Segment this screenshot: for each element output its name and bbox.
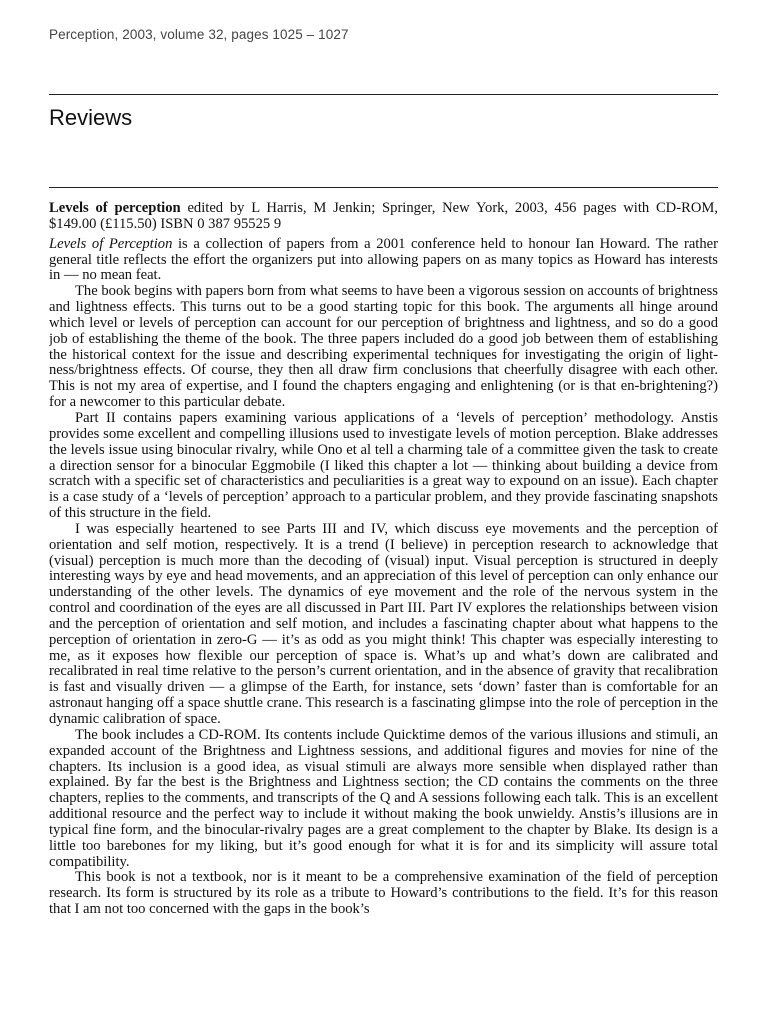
- paragraph-parts-three-four: I was especially heartened to see Parts III and IV, which discuss eye movements and the perception of orientation and self motion, respectively. It is a trend (I believe) in perception research to acknowledge that (visual) perception is much more than the decoding of (visual) input. Visual perception is structured in deeply interesting ways by eye and head movements, and an appreciation of this level of perception can only enhance our understanding of the other levels. The dynamics of eye movement and the role of the nervous system in the control and coordination of the eyes are all discussed in Part III. Part IV explores the relationships between vision and the perception of orientation and self motion, and includes a fascinating chapter about what happens to the perception of orientation in zero-G — it’s as odd as you might think! This chapter was especially interesting to me, as it exposes how flexible our perception of space is. What’s up and what’s down are calibrated and recalibrated in real time relative to the person’s current orientation, and in the absence of gravity that recalibration is fast and visually driven — a glimpse of the Earth, for instance, sets ‘down’ faster than is comfortable for an astronaut hanging off a space shuttle crane. This research is a fascinating glimpse into the role of perception in the dynamic calibration of space.: [49, 520, 718, 727]
- paragraph-cd-rom: The book includes a CD-ROM. Its contents include Quicktime demos of the various illusions and stimuli, an expanded account of the Brightness and Lightness sessions, and additional figures and movies for nine of the chapters. Its inclusion is a good idea, as visual stimuli are always more sensible when displayed rather than explained. By far the best is the Brightness and Lightness section; the CD contains the comments on the three chapters, replies to the comments, and transcripts of the Q and A sessions following each talk. This is an excellent additional resource and the perfect way to include it without making the book unwieldy. Anstis’s illusions are in typical fine form, and the binocular-rivalry pages are a great complement to the chapter by Blake. Its design is a little too barebones for my liking, but it’s good enough for what it is for and its simplicity will assure total compatibility.: [49, 726, 718, 870]
- section-rule: [49, 187, 718, 188]
- paragraph-part-two: Part II contains papers examining various applications of a ‘levels of perception’ methodology. Anstis provides some excellent and compelling illusions used to investigate levels of motion perception. Blake addresses the levels issue using binocular rivalry, while Ono et al tell a charming tale of a committee given the task to create a direction sensor for a binocular Eggmobile (I liked this chapter a lot — thinking about building a device from scratch with a specific set of characteristics and peculiarities is a great way to expound on an issue). Each chapter is a case study of a ‘levels of perception’ approach to a particular problem, and they provide fascinating snapshots of this structure in the field.: [49, 409, 718, 522]
- book-title: Levels of perception: [49, 201, 181, 216]
- citation-details: edited by L Harris, M Jenkin; Springer, New York, 2003, 456 pages with CD-ROM, $149.00 (£115.50) ISBN 0 387 95525 9: [49, 201, 718, 232]
- book-citation: [49, 201, 718, 233]
- review-article: [49, 201, 718, 1024]
- top-rule: [49, 94, 718, 95]
- lead-paragraph: [49, 237, 718, 285]
- section-title: Reviews: [49, 105, 133, 130]
- lead-book-title: Levels of Perception: [49, 235, 173, 252]
- paragraph-not-textbook: This book is not a textbook, nor is it meant to be a comprehensive examination of the field of perception research. Its form is structured by its role as a tribute to Howard’s contributions to the field. It’s for this reason that I am not too concerned with the gaps in the book’s: [49, 869, 718, 918]
- journal-citation-header: Perception, 2003, volume 32, pages 1025 – 1027: [49, 27, 349, 42]
- lead-text: is a collection of papers from a 2001 conference held to honour Ian Howard. The rather general title reflects the effort the organizers put into allowing papers on as many topics as Howard has interests in — no mean feat.: [49, 235, 718, 284]
- paragraph-brightness: The book begins with papers born from what seems to have been a vigorous session on accounts of brightness and lightness effects. This turns out to be a good starting topic for this book. The arguments all hinge around which level or levels of perception can account for our perception of brightness and lightness, and so do a good job of establishing the theme of the book. The three papers included do a good job between them of establishing the historical context for the issue and describing experimental techniques for investigating the origin of light-ness/brightness effects. Of course, they then all draw firm conclusions that cheerfully disagree with each other. This is not my area of expertise, and I found the chapters engaging and enlightening (or is that en-brightening?) for a newcomer to this particular debate.: [49, 283, 718, 411]
